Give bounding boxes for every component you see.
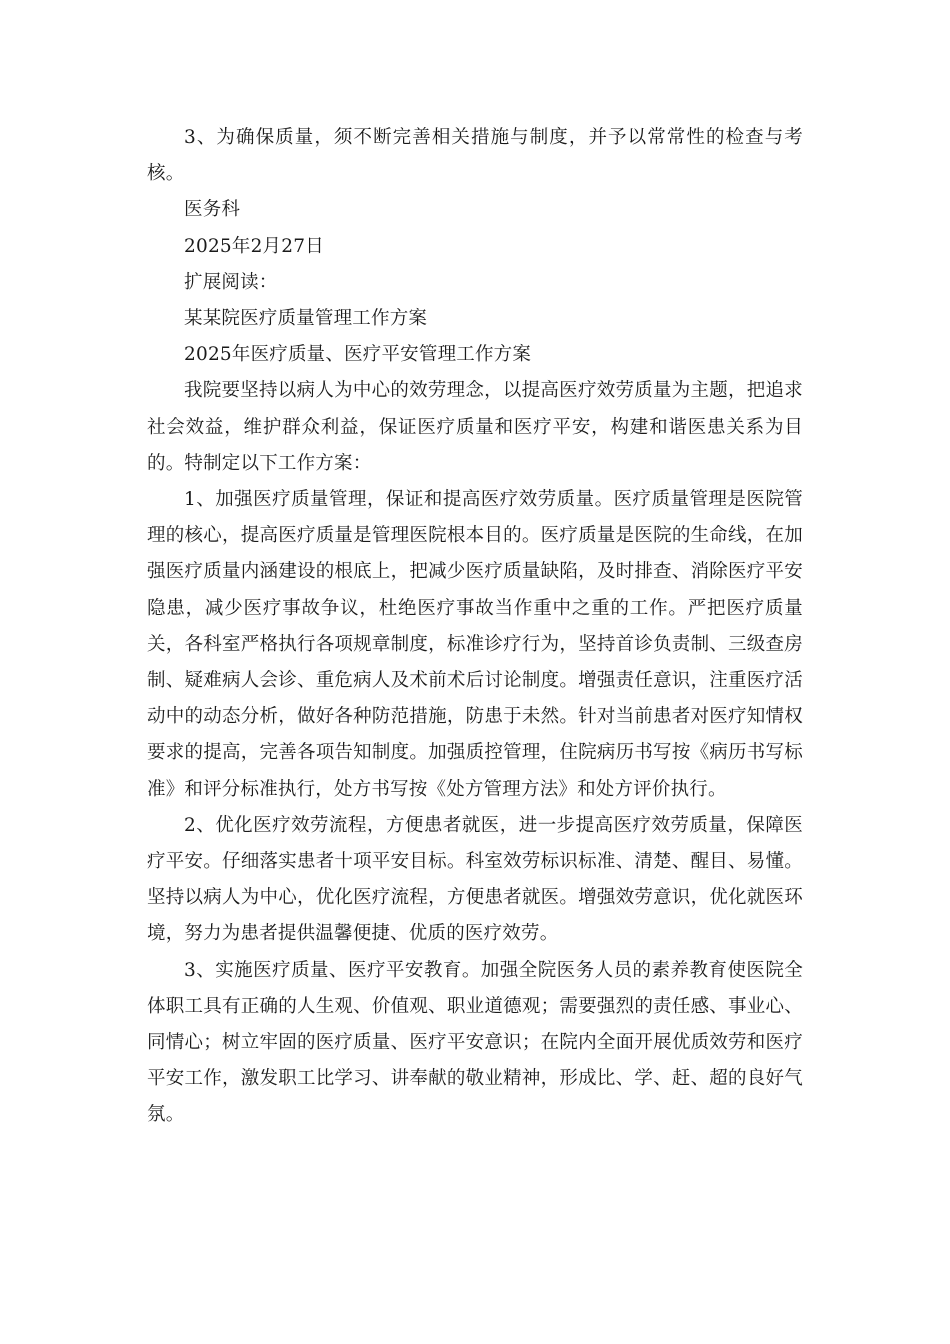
extended-reading-label: 扩展阅读：: [184, 271, 278, 293]
paragraph-intro: 我院要坚持以病人为中心的效劳理念，以提高医疗效劳质量为主题，把追求社会效益，维护群众利益，保证医疗质量和医疗平安，构建和谐医患关系为目的。特制定以下工作方案：: [147, 380, 803, 474]
signature-date: 2025年2月27日: [184, 235, 324, 257]
paragraph-item-1: 1、加强医疗质量管理，保证和提高医疗效劳质量。医疗质量管理是医院管理的核心，提高医疗质量是管理医院根本目的。医疗质量是医院的生命线，在加强医疗质量内涵建设的根底上，把减少医疗质量缺陷，及时排查、消除医疗平安隐患，减少医疗事故争议，杜绝医疗事故当作重中之重的工作。严把医疗质量关，各科室严格执行各项规章制度，标准诊疗行为，坚持首诊负责制、三级查房制、疑难病人会诊、重危病人及术前术后讨论制度。增强责任意识，注重医疗活动中的动态分析，做好各种防范措施，防患于未然。针对当前患者对医疗知情权要求的提高，完善各项告知制度。加强质控管理，住院病历书写按《病历书写标准》和评分标准执行，处方书写按《处方管理方法》和处方评价执行。: [147, 489, 803, 800]
document-page: [147, 120, 803, 1134]
extended-reading-title-2: 2025年医疗质量、医疗平安管理工作方案: [184, 344, 532, 366]
paragraph-item-2: 2、优化医疗效劳流程，方便患者就医，进一步提高医疗效劳质量，保障医疗平安。仔细落实患者十项平安目标。科室效劳标识标准、清楚、醒目、易懂。坚持以病人为中心，优化医疗流程，方便患者就医。增强效劳意识，优化就医环境，努力为患者提供温馨便捷、优质的医疗效劳。: [147, 814, 803, 945]
signature-department: 医务科: [184, 199, 241, 221]
paragraph-quality-assurance: 3、为确保质量，须不断完善相关措施与制度，并予以常常性的检查与考核。: [147, 127, 803, 185]
extended-reading-title-1: 某某院医疗质量管理工作方案: [184, 308, 428, 330]
paragraph-item-3: 3、实施医疗质量、医疗平安教育。加强全院医务人员的素养教育使医院全体职工具有正确的人生观、价值观、职业道德观；需要强烈的责任感、事业心、同情心；树立牢固的医疗质量、医疗平安意识；在院内全面开展优质效劳和医疗平安工作，激发职工比学习、讲奉献的敬业精神，形成比、学、赶、超的良好气氛。: [147, 959, 803, 1126]
